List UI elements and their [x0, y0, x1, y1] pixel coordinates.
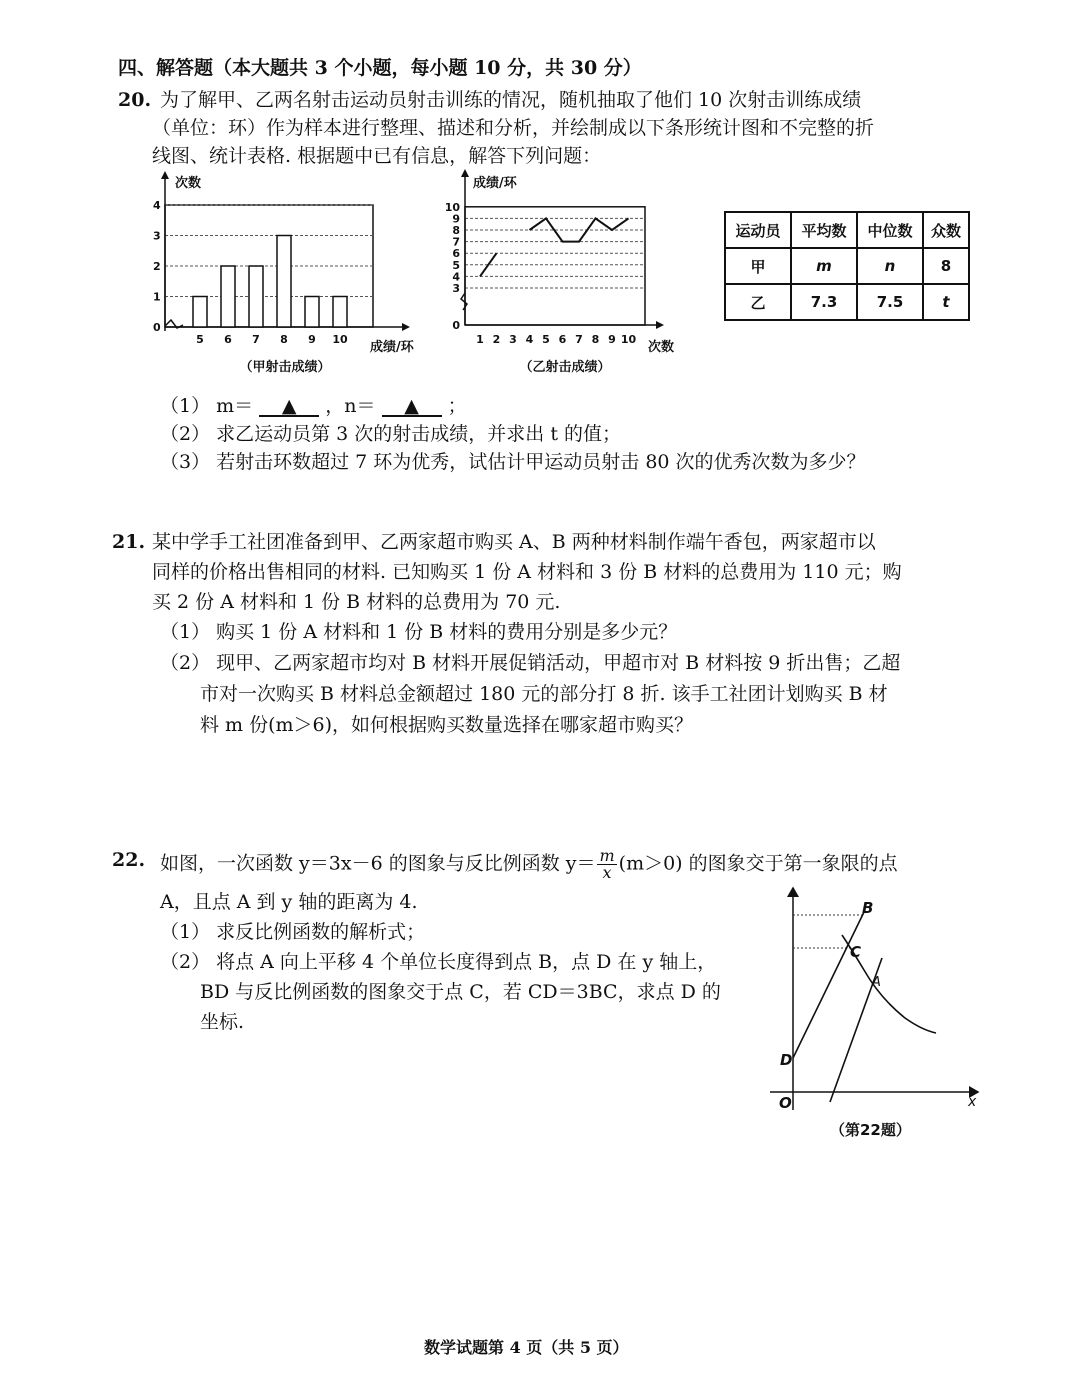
table-header-cell: 中位数 — [857, 212, 923, 248]
line-chart-yi — [440, 165, 700, 380]
y-tick-label: 7 — [452, 235, 460, 249]
x-tick-label: 9 — [308, 333, 316, 346]
figure-caption: （第22题） — [830, 1121, 911, 1139]
y-tick-label: 2 — [153, 260, 161, 273]
page-footer: 数学试题第 4 页（共 5 页） — [424, 1338, 629, 1357]
series-line-segment — [530, 218, 629, 241]
q20-sub1 — [160, 394, 467, 418]
table-cell: m — [791, 248, 857, 284]
y-tick-label: 4 — [153, 199, 161, 212]
y-tick-label: 1 — [153, 290, 161, 304]
x-axis-arrow — [402, 323, 410, 331]
q20-number: 20. — [118, 89, 152, 111]
x-tick-label: 7 — [575, 333, 583, 346]
q22-sub2-line1: （2） 将点 A 向上平移 4 个单位长度得到点 B，点 D 在 y 轴上， — [160, 951, 717, 973]
x-axis-label: 次数 — [648, 340, 675, 355]
x-tick-label: 3 — [509, 333, 517, 346]
y-tick-label: 4 — [452, 270, 460, 284]
q22-sub1: （1） 求反比例函数的解析式； — [160, 921, 426, 943]
q22-line1-part1: 如图，一次函数 y＝3x－6 的图象与反比例函数 y＝ — [160, 852, 596, 875]
x-tick-label: 5 — [542, 333, 550, 346]
q22-sub2-line2: BD 与反比例函数的图象交于点 C，若 CD＝3BC，求点 D 的 — [200, 981, 721, 1003]
label-B: B — [862, 899, 874, 917]
y-tick-label: 9 — [452, 212, 460, 226]
x-axis-arrow — [656, 321, 664, 329]
y-axis-label: 次数 — [175, 176, 202, 191]
table-header-cell: 运动员 — [725, 212, 791, 248]
plot-frame — [465, 207, 645, 325]
label-D: D — [780, 1051, 793, 1069]
x-tick-label: 6 — [224, 333, 232, 346]
table-cell: 8 — [923, 248, 969, 284]
fraction-m-over-x — [597, 848, 616, 881]
x-tick-label: 10 — [332, 333, 348, 346]
x-tick-label: 7 — [252, 333, 260, 346]
x-axis-label: 成绩/环 — [370, 340, 414, 355]
y-tick-label: 10 — [444, 200, 460, 214]
label-A: A — [872, 975, 881, 990]
y-tick-label: 3 — [153, 229, 161, 243]
bar — [277, 236, 291, 328]
x-tick-label: 8 — [591, 333, 600, 346]
x-tick-label: 4 — [525, 333, 534, 346]
section-title: 四、解答题（本大题共 3 个小题，每小题 10 分，共 30 分） — [118, 57, 642, 79]
label-x: x — [968, 1094, 977, 1110]
q20-sub1-n-label: ，n＝ — [325, 395, 376, 417]
q21-number: 21. — [112, 531, 146, 553]
fraction-numerator: m — [599, 846, 615, 865]
q22-sub2-line3: 坐标. — [200, 1011, 245, 1033]
x-tick-label: 10 — [620, 333, 637, 346]
bar-chart-jia — [140, 165, 430, 380]
y-tick-label: 0 — [153, 321, 161, 334]
y-axis-label: 成绩/环 — [473, 176, 517, 191]
q21-text-line1: 某中学手工社团准备到甲、乙两家超市购买 A、B 两种材料制作端午香包，两家超市以 — [152, 531, 876, 553]
table-cell: t — [923, 284, 969, 320]
chart-title: （甲射击成绩） — [239, 360, 331, 375]
bar — [193, 297, 207, 328]
bar — [221, 266, 235, 327]
bar — [305, 297, 319, 328]
y-tick-label: 8 — [452, 224, 460, 237]
label-C: C — [850, 943, 862, 961]
axis-break-mark — [461, 293, 467, 310]
y-axis-arrow — [161, 171, 169, 179]
x-tick-label: 1 — [476, 333, 484, 346]
x-tick-label: 9 — [608, 333, 616, 346]
table-header-row — [725, 212, 969, 248]
table-cell: 乙 — [725, 284, 791, 320]
y-tick-label: 0 — [452, 319, 460, 332]
q20-text-line1: 为了解甲、乙两名射击运动员射击训练的情况，随机抽取了他们 10 次射击训练成绩 — [160, 89, 862, 111]
table-row — [725, 284, 969, 320]
table-header-cell: 众数 — [923, 212, 969, 248]
q22-text-line2: A，且点 A 到 y 轴的距离为 4. — [160, 891, 418, 913]
q21-sub2-line1: （2） 现甲、乙两家超市均对 B 材料开展促销活动，甲超市对 B 材料按 9 折出售；乙超 — [160, 652, 901, 674]
q20-sub3: （3） 若射击环数超过 7 环为优秀，试估计甲运动员射击 80 次的优秀次数为多少？ — [160, 451, 866, 473]
x-tick-label: 6 — [558, 333, 567, 346]
y-tick-label: 6 — [452, 247, 460, 261]
fraction-denominator: x — [602, 863, 612, 882]
q21-sub1: （1） 购买 1 份 A 材料和 1 份 B 材料的费用分别是多少元？ — [160, 621, 678, 643]
y-tick-label: 3 — [452, 282, 460, 295]
table-cell: 7.5 — [857, 284, 923, 320]
q21-text-line3: 买 2 份 A 材料和 1 份 B 材料的总费用为 70 元. — [152, 591, 561, 613]
table-cell: 7.3 — [791, 284, 857, 320]
stats-table — [724, 211, 970, 321]
chart-title: （乙射击成绩） — [519, 360, 611, 375]
table-cell: n — [857, 248, 923, 284]
q20-sub1-m-label: （1） m＝ — [160, 395, 254, 417]
table-row — [725, 248, 969, 284]
q20-sub2: （2） 求乙运动员第 3 次的射击成绩，并求出 t 的值； — [160, 423, 622, 445]
q20-text-line3: 线图、统计表格. 根据题中已有信息，解答下列问题： — [152, 145, 602, 167]
q20-sub1-end: ； — [447, 395, 467, 417]
y-tick-label: 5 — [452, 258, 460, 272]
table-cell: 甲 — [725, 248, 791, 284]
q22-function-graph — [760, 880, 990, 1150]
x-tick-label: 5 — [196, 333, 204, 346]
q22-line1-part2: (m＞0) 的图象交于第一象限的点 — [618, 852, 898, 875]
answer-blank-n: ▲ — [382, 397, 442, 417]
table-header-cell: 平均数 — [791, 212, 857, 248]
x-tick-label: 8 — [280, 333, 288, 346]
q21-text-line2: 同样的价格出售相同的材料. 已知购买 1 份 A 材料和 3 份 B 材料的总费用为 110 元；购 — [152, 561, 902, 583]
q21-sub2-line2: 市对一次购买 B 材料总金额超过 180 元的部分打 8 折. 该手工社团计划购买 B 材 — [200, 683, 888, 705]
bar — [249, 266, 263, 327]
q21-sub2-line3: 料 m 份(m＞6)，如何根据购买数量选择在哪家超市购买？ — [200, 714, 694, 736]
label-O: O — [779, 1094, 792, 1112]
q22-text-line1 — [160, 848, 898, 881]
q20-text-line2: （单位：环）作为样本进行整理、描述和分析，并绘制成以下条形统计图和不完整的折 — [152, 117, 875, 139]
answer-blank-m: ▲ — [259, 397, 319, 417]
y-axis-arrow — [461, 169, 469, 177]
q22-number: 22. — [112, 849, 146, 871]
bar — [333, 297, 347, 328]
x-tick-label: 2 — [492, 333, 501, 346]
